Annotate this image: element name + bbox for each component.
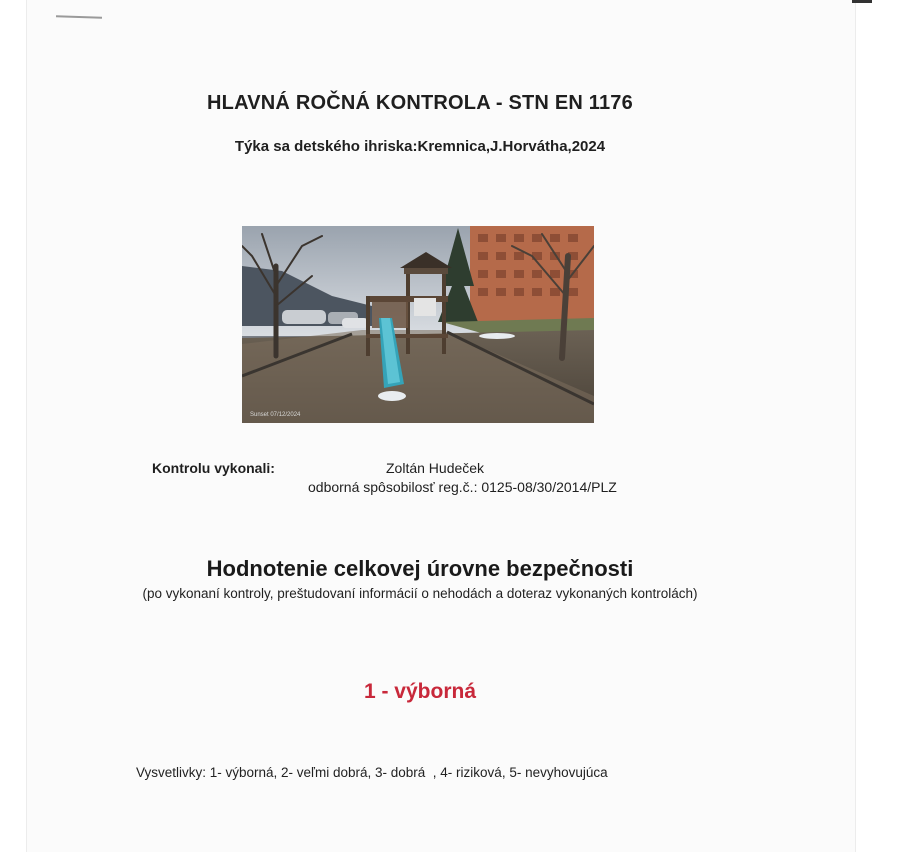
document-page [26,0,856,852]
document-subtitle: Týka sa detského ihriska:Kremnica,J.Horvátha,2024 [234,138,606,155]
document-title: HLAVNÁ ROČNÁ KONTROLA - STN EN 1176 [207,92,633,114]
rating-legend: Vysvetlivky: 1- výborná, 2- veľmi dobrá, 3- dobrá , 4- riziková, 5- nevyhovujúca [136,765,608,780]
inspector-label: Kontrolu vykonali: [152,460,275,476]
svg-text:Sunset 07/12/2024: Sunset 07/12/2024 [250,412,301,418]
inspector-name: Zoltán Hudeček [386,460,485,476]
playground-photo [242,226,594,423]
scan-artifact-edge [852,0,872,3]
evaluation-heading: Hodnotenie celkovej úrovne bezpečnosti [206,556,634,581]
safety-rating: 1 - výborná [363,680,477,703]
evaluation-note: (po vykonaní kontroly, preštudovaní informácií o nehodách a doteraz vykonaných kontrolách) [142,586,698,601]
inspector-registration: odborná spôsobilosť reg.č.: 0125-08/30/2014/PLZ [308,479,617,495]
